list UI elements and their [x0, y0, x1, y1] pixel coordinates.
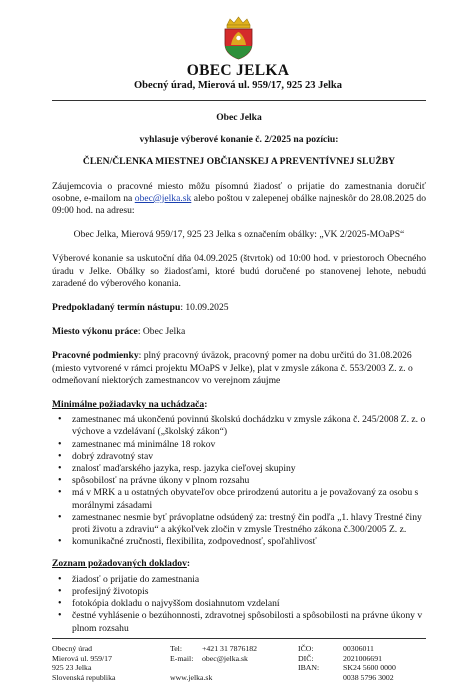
list-item: • zamestnanec má minimálne 18 rokov: [70, 439, 426, 451]
announcement-heading: vyhlasuje výberové konanie č. 2/2025 na pozíciu:: [139, 134, 339, 146]
requirements-title: Minimálne požiadavky na uchádzača: [52, 399, 205, 411]
footer-id-label: IČO:: [298, 644, 314, 653]
list-item: • zamestnanec nesmie byť právoplatne odsúdený za: trestný čin podľa „1. hlavy Trestné činy proti životu a zdraviu“ a akýkoľvek zločin v zmysle Trestného zákona č.300/2005 Z. z.: [70, 512, 426, 536]
footer-email[interactable]: obec@jelka.sk: [202, 653, 248, 663]
instructions-part-1: Záujemcovia o pracovné miesto môžu písomnú žiadosť o prijatie do zamestnania doručiť osobne, e-mailom na: [52, 180, 426, 204]
work-place-label: Miesto výkonu práce: [52, 326, 138, 338]
list-item: • zamestnanec má ukončenú povinnú školskú dochádzku v zmysle zákona č. 245/2008 Z. z. o výchove a vzdelávaní („školský zákon“): [70, 414, 426, 438]
documents-heading: [52, 558, 426, 570]
list-item: • žiadosť o prijatie do zamestnania: [70, 574, 426, 586]
footer-id-label: IBAN:: [298, 663, 320, 673]
footer-office-line: 925 23 Jelka: [52, 663, 92, 673]
documents-title: Zoznam požadovaných dokladov: [52, 558, 187, 570]
footer-website[interactable]: www.jelka.sk: [170, 672, 213, 682]
list-item: • má v MRK a u ostatných obyvateľov obce prirodzenú autoritu a je považovaný za osobu s morálnymi zásadami: [70, 487, 426, 511]
list-item: • profesijný životopis: [70, 586, 426, 598]
footer-id-label: DIČ:: [298, 653, 314, 663]
municipal-crest-icon: [222, 16, 255, 60]
footer-ids-labels: [298, 644, 319, 673]
position-title: ČLEN/ČLENKA MIESTNEJ OBČIANSKEJ A PREVENTÍVNEJ SLUŽBY: [82, 156, 396, 168]
issuer: Obec Jelka: [216, 112, 262, 123]
announcement-body: [52, 112, 426, 635]
list-item: • dobrý zdravotný stav: [70, 451, 426, 463]
work-place: [52, 326, 426, 338]
work-conditions: [52, 350, 426, 387]
work-conditions-label: Pracovné podmienky: [52, 350, 139, 362]
footer-contact-spacer: [202, 663, 257, 673]
footer-iban: SK24 5600 0000: [343, 663, 396, 673]
footer-ids-values: [343, 644, 396, 682]
footer-dic: 2021006691: [343, 653, 382, 663]
footer-contact-label: [170, 663, 193, 673]
footer-office-line: Slovenská republika: [52, 672, 116, 682]
list-item: • znalosť maďarského jazyka, resp. jazyka cieľovej skupiny: [70, 463, 426, 475]
requirements-colon: :: [204, 399, 208, 411]
work-conditions-value: : plný pracovný úväzok, pracovný pomer na dobu určitú do 31.08.2026 (miesto vytvorené v rámci projektu MOaPS v Jelke), plat v zmysle zákona č. 553/2003 Z. z. o odmeňovaní niektorých zamestnancov vo verejnom záujme: [52, 350, 413, 386]
documents-list: [52, 574, 426, 635]
list-item: • čestné vyhlásenie o bezúhonnosti, zdravotnej spôsobilosti a spôsobilosti na právne úkony v plnom rozsahu: [70, 610, 426, 634]
start-date: [52, 302, 426, 314]
footer-office-line: Mierová ul. 959/17: [52, 653, 112, 663]
footer-divider: [52, 638, 426, 639]
application-instructions: [52, 181, 426, 218]
footer-contact-label: Tel:: [170, 644, 183, 653]
requirements-list: [52, 414, 426, 548]
requirements-heading: [52, 399, 426, 411]
mailing-address: Obec Jelka, Mierová 959/17, 925 23 Jelka s označením obálky: „VK 2/2025-MOaPS“: [73, 229, 405, 241]
footer-contact-label: E-mail:: [170, 653, 194, 663]
start-date-label: Predpokladaný termín nástupu: [52, 302, 181, 314]
instructions-part-2: alebo poštou v zalepenej obálke najneskôr do 28.08.2025 do 09:00 hod. na adresu:: [52, 192, 426, 217]
municipality-title: OBEC JELKA: [186, 62, 290, 79]
footer-ico: 00306011: [343, 644, 374, 653]
footer-office-column: [52, 644, 115, 682]
start-date-value: : 10.09.2025: [180, 302, 229, 314]
documents-colon: :: [186, 558, 191, 570]
work-place-value: : Obec Jelka: [137, 326, 186, 338]
application-email-link[interactable]: obec@jelka.sk: [134, 192, 192, 204]
footer-iban-cont: 0038 5796 3002: [343, 672, 394, 682]
list-item: • spôsobilosť na právne úkony v plnom rozsahu: [70, 475, 426, 487]
header-divider: [52, 100, 426, 101]
list-item: • fotokópia dokladu o najvyššom dosiahnutom vzdelaní: [70, 598, 426, 610]
footer-phone: +421 31 7876182: [202, 644, 258, 653]
footer-office-line: Obecný úrad: [52, 644, 93, 653]
municipality-address: Obecný úrad, Mierová ul. 959/17, 925 23 Jelka: [133, 80, 343, 91]
procedure-details: Výberové konanie sa uskutoční dňa 04.09.2025 (štvrtok) od 10:00 hod. v priestoroch Obecného úradu v Jelke. Obálky so žiadosťami, ktoré budú doručené po stanovenej lehote, nebudú zaradené do výberového konania.: [52, 253, 426, 289]
list-item: • komunikačné zručnosti, flexibilita, zodpovednosť, spoľahlivosť: [70, 536, 426, 548]
